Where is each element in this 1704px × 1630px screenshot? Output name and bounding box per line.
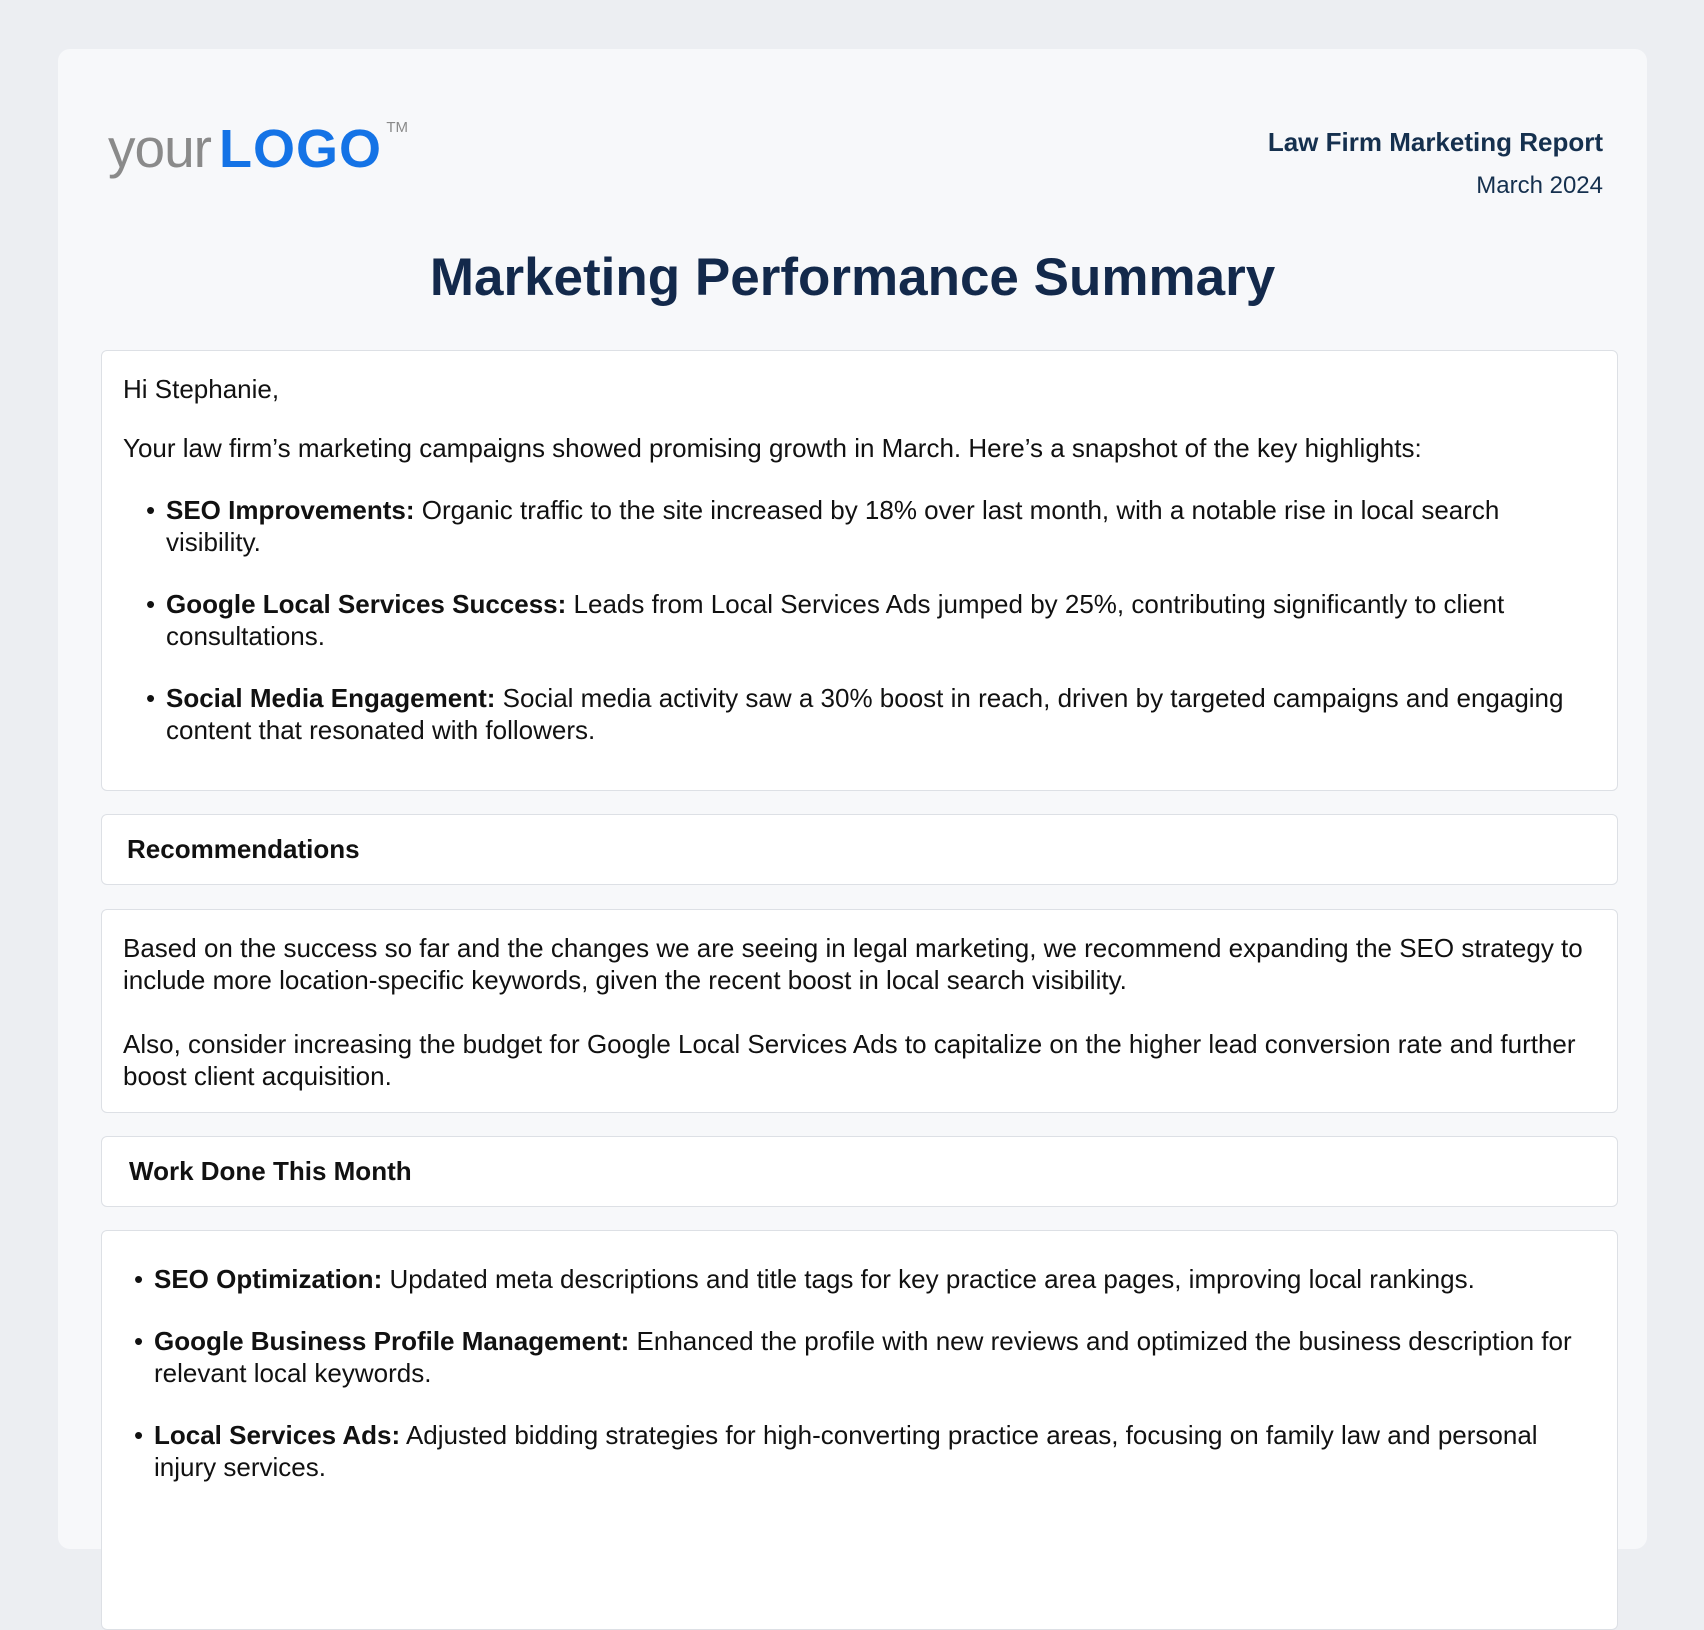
highlight-label: SEO Improvements: — [166, 495, 415, 525]
list-item — [154, 1419, 1597, 1483]
logo-trademark: TM — [386, 119, 408, 136]
page-title: Marketing Performance Summary — [429, 248, 1276, 307]
highlight-text: Social media activity saw a 30% boost in reach, driven by targeted campaigns and engaging content that resonated with followers. — [166, 683, 1564, 745]
list-item — [166, 588, 1597, 652]
work-item-text: Updated meta descriptions and title tags for key practice area pages, improving local rankings. — [382, 1264, 1475, 1294]
highlight-label: Google Local Services Success: — [166, 589, 567, 619]
work-item-text: Enhanced the profile with new reviews and optimized the business description for relevant local keywords. — [154, 1326, 1572, 1388]
list-item — [166, 494, 1597, 558]
work-item-label: SEO Optimization: — [154, 1264, 383, 1294]
highlight-text: Organic traffic to the site increased by 18% over last month, with a notable rise in local search visibility. — [166, 495, 1500, 557]
logo-logo-text: LOGO — [219, 119, 382, 179]
work-done-heading: Work Done This Month — [101, 1136, 1618, 1207]
recommendation-paragraph: Based on the success so far and the changes we are seeing in legal marketing, we recommend expanding the SEO strategy to include more location-specific keywords, given the recent boost in local search visibility. — [123, 933, 1583, 995]
logo-your-text: your — [108, 117, 211, 179]
company-logo — [108, 117, 408, 179]
report-date: March 2024 — [1476, 172, 1603, 199]
greeting: Hi Stephanie, — [123, 374, 280, 404]
report-meta — [1268, 127, 1603, 200]
list-item — [154, 1325, 1597, 1389]
recommendations-heading: Recommendations — [101, 814, 1618, 885]
list-item — [166, 682, 1597, 746]
work-item-label: Local Services Ads: — [154, 1420, 401, 1450]
list-item — [154, 1263, 1597, 1295]
report-page — [58, 49, 1647, 1549]
work-item-text: Adjusted bidding strategies for high-converting practice areas, focusing on family law and personal injury services. — [154, 1420, 1538, 1482]
work-done-card — [101, 1230, 1618, 1630]
summary-card — [101, 350, 1618, 791]
highlight-label: Social Media Engagement: — [166, 683, 496, 713]
recommendations-card — [101, 909, 1618, 1113]
report-title: Law Firm Marketing Report — [1267, 127, 1603, 157]
highlight-text: Leads from Local Services Ads jumped by 25%, contributing significantly to client consultations. — [166, 589, 1505, 651]
intro-text: Your law firm’s marketing campaigns showed promising growth in March. Here’s a snapshot of the key highlights: — [123, 433, 1422, 463]
work-done-list — [154, 1263, 1597, 1483]
recommendation-paragraph: Also, consider increasing the budget for Google Local Services Ads to capitalize on the higher lead conversion rate and further boost client acquisition. — [123, 1029, 1576, 1091]
highlights-list — [123, 494, 1597, 746]
work-item-label: Google Business Profile Management: — [154, 1326, 630, 1356]
